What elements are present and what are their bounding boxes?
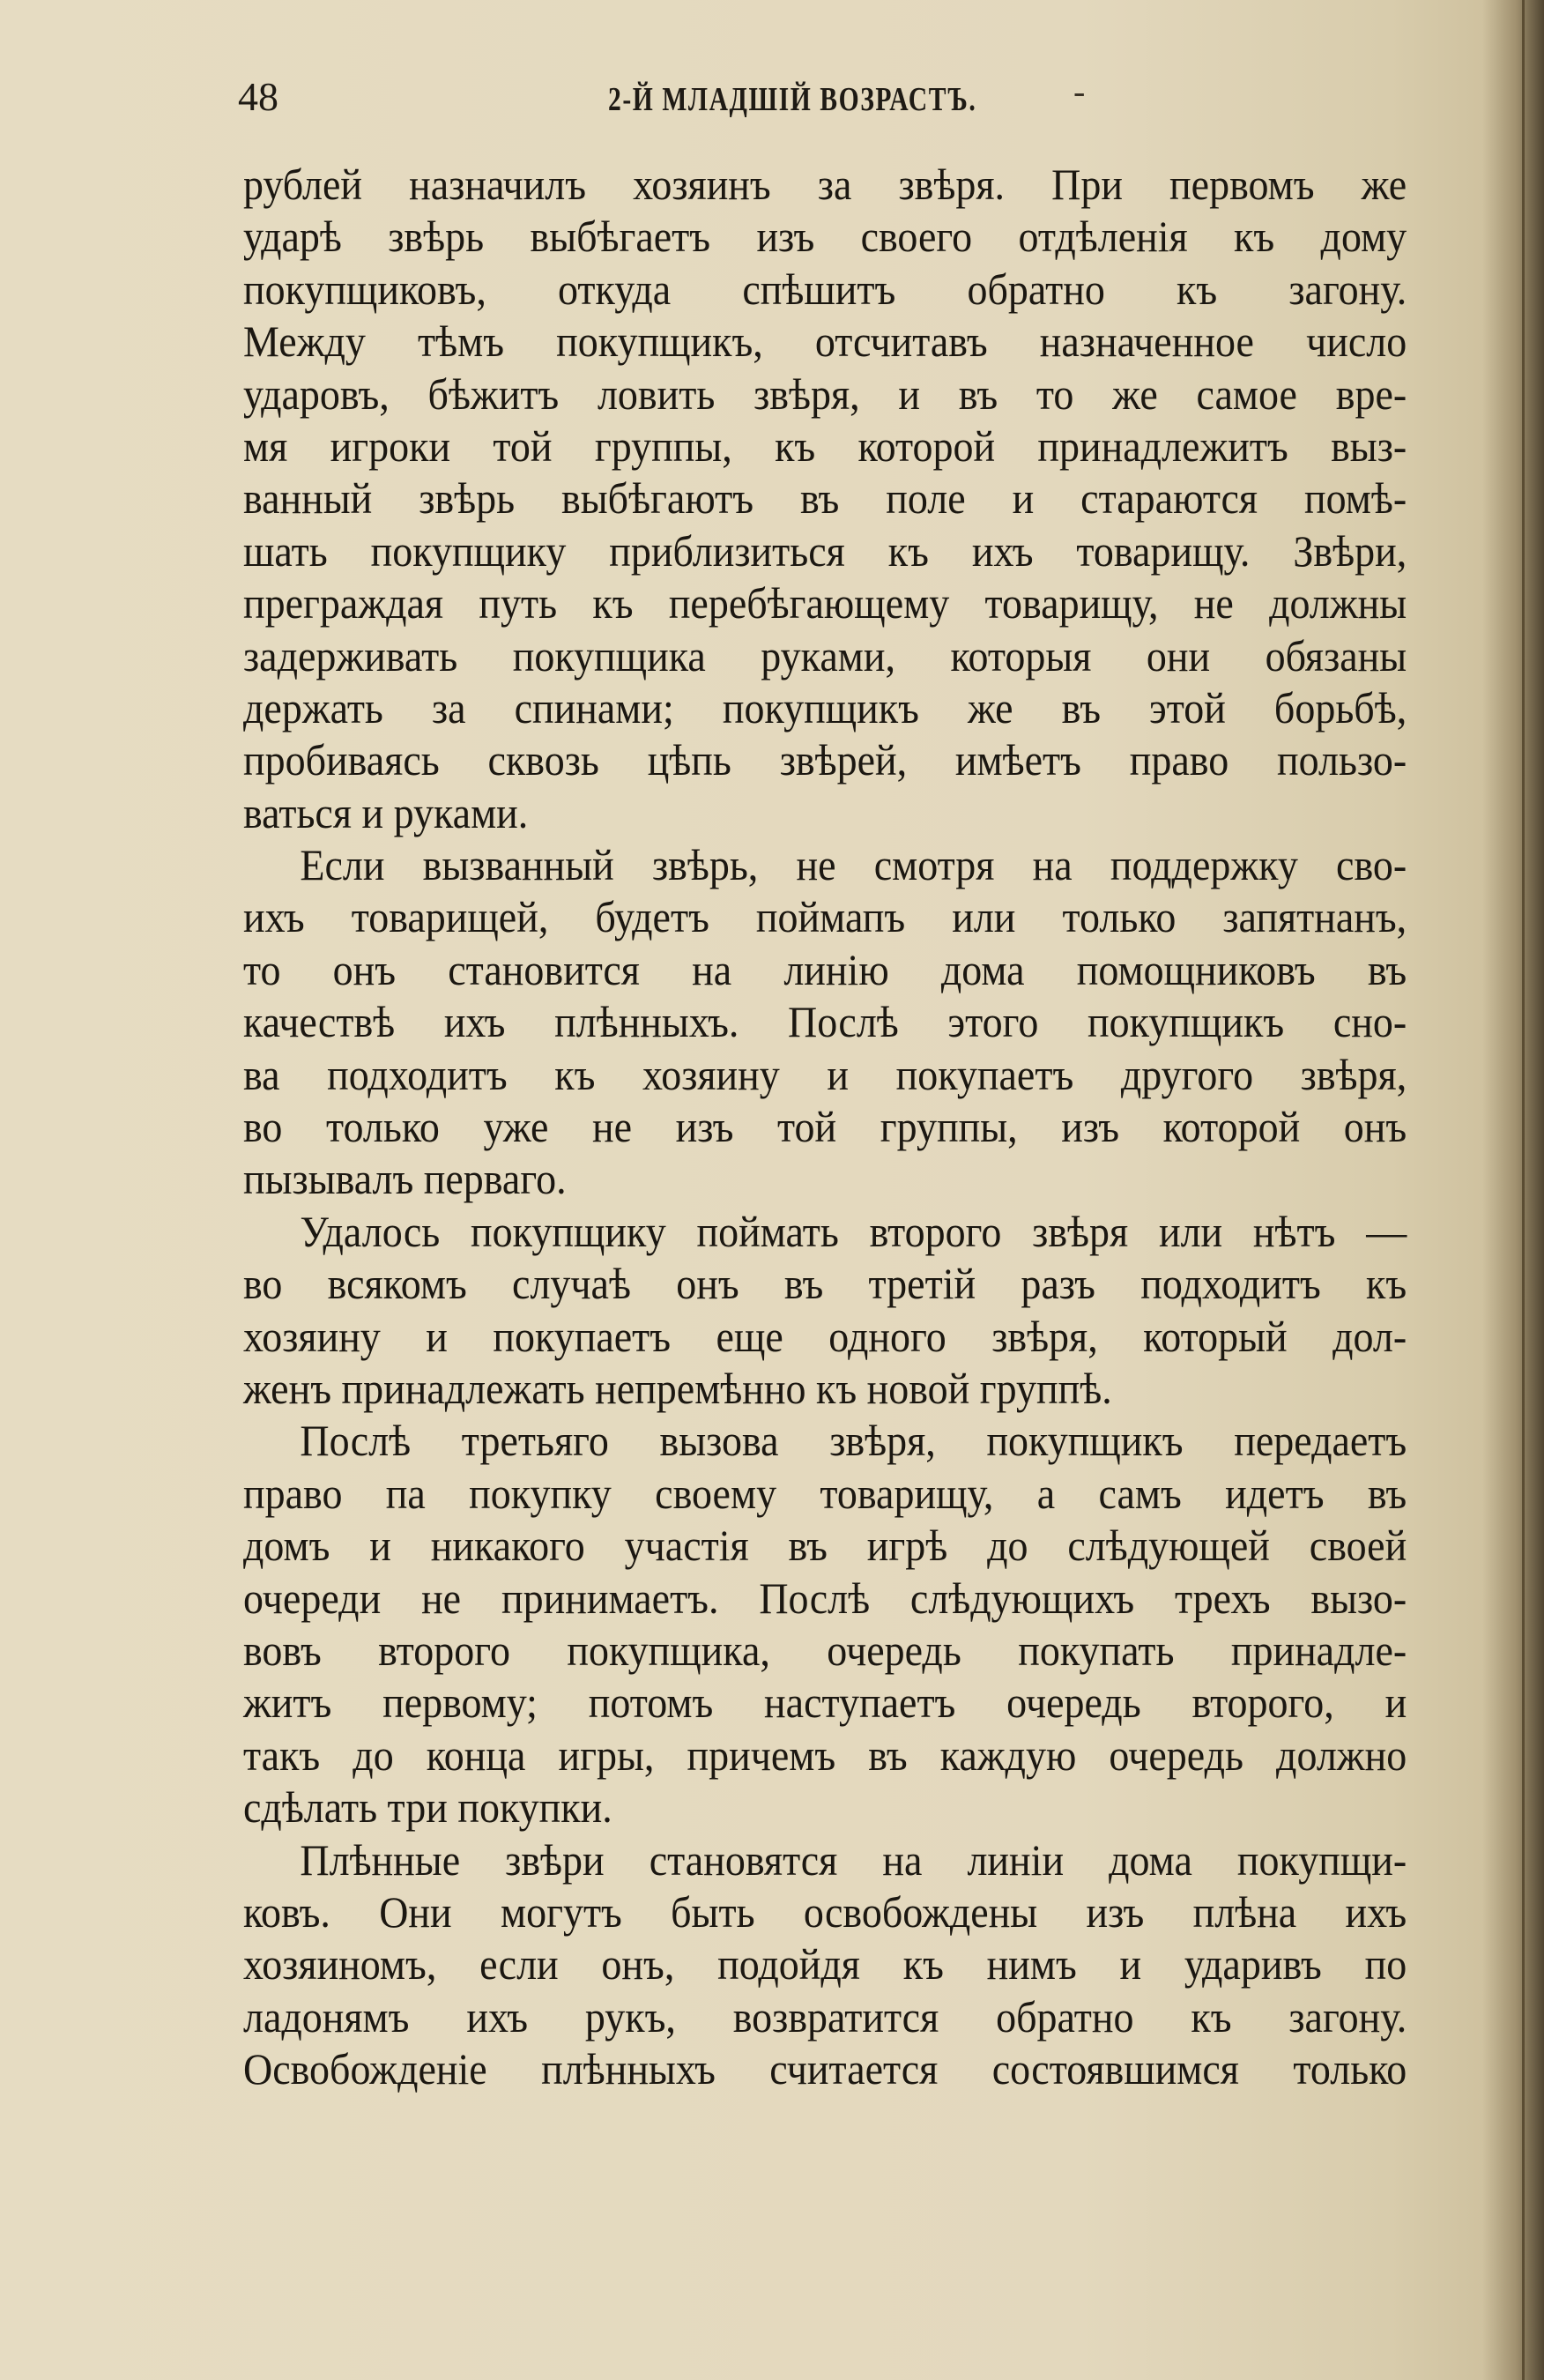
text-line: вовъ второго покупщика, очередь покупать принадле- <box>243 1625 1407 1675</box>
paragraph-5 <box>243 1834 1407 2096</box>
text-line: такъ до конца игры, причемъ въ каждую очередь должно <box>243 1729 1407 1780</box>
text-line: право па покупку своему товарищу, а самъ идетъ въ <box>243 1468 1407 1518</box>
paragraph-4 <box>243 1415 1407 1833</box>
text-line: мя игроки той группы, къ которой принадлежитъ выз- <box>243 420 1407 471</box>
paragraph-2 <box>243 839 1407 1206</box>
text-line: ва подходитъ къ хозяину и покупаетъ другого звѣря, <box>243 1049 1407 1099</box>
text-line: ударовъ, бѣжитъ ловить звѣря, и въ то же самое вре- <box>243 368 1407 419</box>
text-line: житъ первому; потомъ наступаетъ очередь второго, и <box>243 1677 1407 1728</box>
page-header <box>238 72 1410 125</box>
text-line: рублей назначилъ хозяинъ за звѣря. При первомъ же <box>243 160 1407 209</box>
text-line: Между тѣмъ покупщикъ, отсчитавъ назначенное число <box>243 316 1407 367</box>
text-line: во только уже не изъ той группы, изъ которой онъ <box>243 1102 1407 1152</box>
text-line: качествѣ ихъ плѣнныхъ. Послѣ этого покупщикъ сно- <box>243 997 1407 1047</box>
text-line: шать покупщику приблизиться къ ихъ товарищу. Звѣри, <box>243 525 1407 576</box>
text-line: женъ принадлежать непремѣнно къ новой группѣ. <box>243 1363 1112 1413</box>
binding-shadow <box>1482 0 1544 2380</box>
text-line: ладонямъ ихъ рукъ, возвратится обратно къ загону. <box>243 1991 1407 2042</box>
paragraph-1 <box>243 159 1407 839</box>
text-line: ударѣ звѣрь выбѣгаетъ изъ своего отдѣленія къ дому <box>243 212 1407 262</box>
page-number: 48 <box>238 74 278 119</box>
text-line: покупщиковъ, откуда спѣшитъ обратно къ загону. <box>243 264 1407 314</box>
text-line: то онъ становится на линію дома помощниковъ въ <box>243 944 1407 994</box>
text-line: ваться и руками. <box>243 787 529 837</box>
text-line: Если вызванный звѣрь, не смотря на поддержку сво- <box>300 840 1407 890</box>
text-line: пробиваясь сквозь цѣпь звѣрей, имѣетъ право пользо- <box>243 735 1407 785</box>
text-line: ихъ товарищей, будетъ поймапъ или только запятнанъ, <box>243 892 1407 942</box>
text-line: хозяину и покупаетъ еще одного звѣря, который дол- <box>243 1311 1407 1361</box>
text-line: хозяиномъ, если онъ, подойдя къ нимъ и ударивъ по <box>243 1939 1407 1990</box>
page-edge <box>1522 0 1525 2380</box>
text-line: преграждая путь къ перебѣгающему товарищу, не должны <box>243 578 1407 628</box>
text-line: ковъ. Они могутъ быть освобождены изъ плѣна ихъ <box>243 1886 1407 1937</box>
text-line: очереди не принимаетъ. Послѣ слѣдующихъ трехъ вызо- <box>243 1573 1407 1623</box>
text-line: Освобожденіе плѣнныхъ считается состоявшимся только <box>243 2044 1407 2094</box>
body-text <box>243 159 1407 2095</box>
text-line: пызывалъ перваго. <box>243 1154 567 1204</box>
paragraph-3 <box>243 1206 1407 1416</box>
text-line: задерживать покупщика руками, которыя они обязаны <box>243 630 1407 681</box>
text-line: Плѣнные звѣри становятся на линіи дома покупщи- <box>300 1834 1407 1885</box>
text-line: во всякомъ случаѣ онъ въ третій разъ подходитъ къ <box>243 1259 1407 1309</box>
text-line: домъ и никакого участія въ игрѣ до слѣдующей своей <box>243 1521 1407 1571</box>
text-line: держать за спинами; покупщикъ же въ этой борьбѣ, <box>243 682 1407 733</box>
text-line: ванный звѣрь выбѣгаютъ въ поле и стараются помѣ- <box>243 473 1407 524</box>
running-head: 2-Й МЛАДШІЙ ВОЗРАСТЪ. <box>608 81 977 118</box>
text-line: Удалось покупщику поймать второго звѣря или нѣтъ — <box>300 1206 1407 1256</box>
text-line: Послѣ третьяго вызова звѣря, покупщикъ передаетъ <box>300 1416 1407 1466</box>
header-mark: - <box>1073 71 1086 111</box>
text-line: сдѣлать три покупки. <box>243 1782 612 1833</box>
